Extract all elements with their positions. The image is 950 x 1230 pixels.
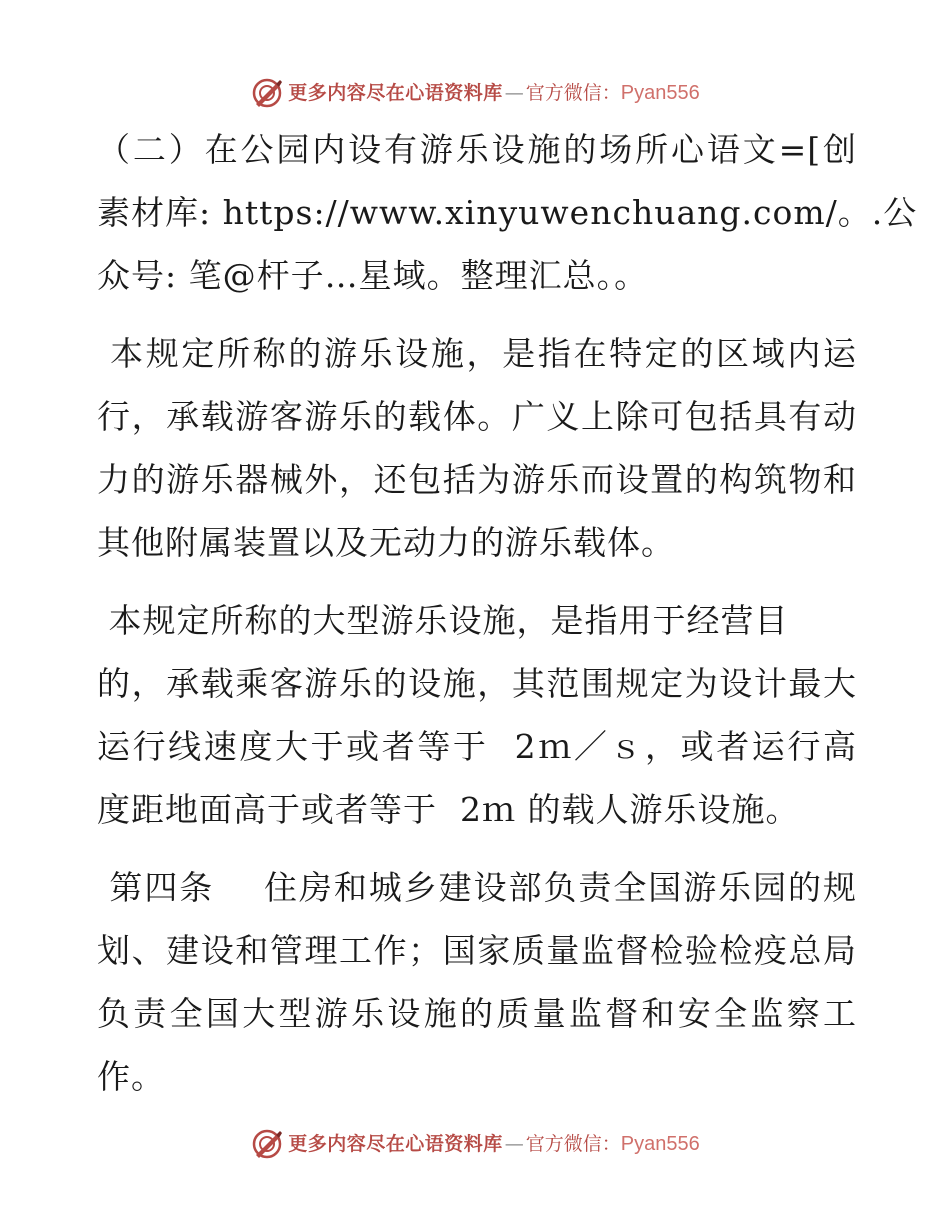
document-body (97, 118, 918, 1123)
header-banner (0, 76, 950, 110)
pen-logo-icon (250, 1127, 284, 1161)
paragraph-4 (97, 856, 857, 1108)
text-line: 作。 (97, 1057, 165, 1096)
banner-wechat-label: 官方微信： (525, 82, 621, 104)
text-line: 负责全国大型游乐设施的质量监督和安全监察工 (97, 994, 857, 1033)
banner-separator: — (504, 82, 524, 104)
paragraph-1 (97, 118, 918, 307)
footer-banner (0, 1127, 950, 1161)
text-line: 行，承载游客游乐的载体。广义上除可包括具有动 (97, 397, 857, 436)
text-line: 划、建设和管理工作；国家质量监督检验检疫总局 (97, 931, 857, 970)
text-line: 众号: 笔@杆子…星域。整理汇总。。 (97, 256, 649, 295)
banner-title: 更多内容尽在心语资料库 (288, 1133, 503, 1155)
text-line: 其他附属装置以及无动力的游乐载体。 (97, 523, 675, 562)
banner-wechat-label: 官方微信： (525, 1133, 621, 1155)
text-line: 本规定所称的大型游乐设施，是指用于经营目 (97, 601, 789, 640)
pen-logo-icon (250, 76, 284, 110)
text-line: 第四条 住房和城乡建设部负责全国游乐园的规 (97, 868, 857, 907)
paragraph-3 (97, 589, 857, 841)
banner-title: 更多内容尽在心语资料库 (288, 82, 503, 104)
text-line: 力的游乐器械外，还包括为游乐而设置的构筑物和 (97, 460, 857, 499)
text-line: 度距地面高于或者等于 2ｍ 的载人游乐设施。 (97, 790, 800, 829)
text-line: 本规定所称的游乐设施，是指在特定的区域内运 (97, 334, 857, 373)
banner-separator: — (504, 1133, 524, 1155)
text-line: 素材库: https://www.xinyuwenchuang.com/。.公 (97, 193, 918, 232)
paragraph-2 (97, 322, 857, 574)
text-line: 的，承载乘客游乐的设施，其范围规定为设计最大 (97, 664, 857, 703)
text-line: 运行线速度大于或者等于 2ｍ／ｓ，或者运行高 (97, 727, 857, 766)
banner-wechat-id: Pyan556 (620, 1133, 700, 1155)
text-line: （二）在公园内设有游乐设施的场所心语文=[创 (97, 130, 857, 169)
banner-wechat-id: Pyan556 (620, 82, 700, 104)
